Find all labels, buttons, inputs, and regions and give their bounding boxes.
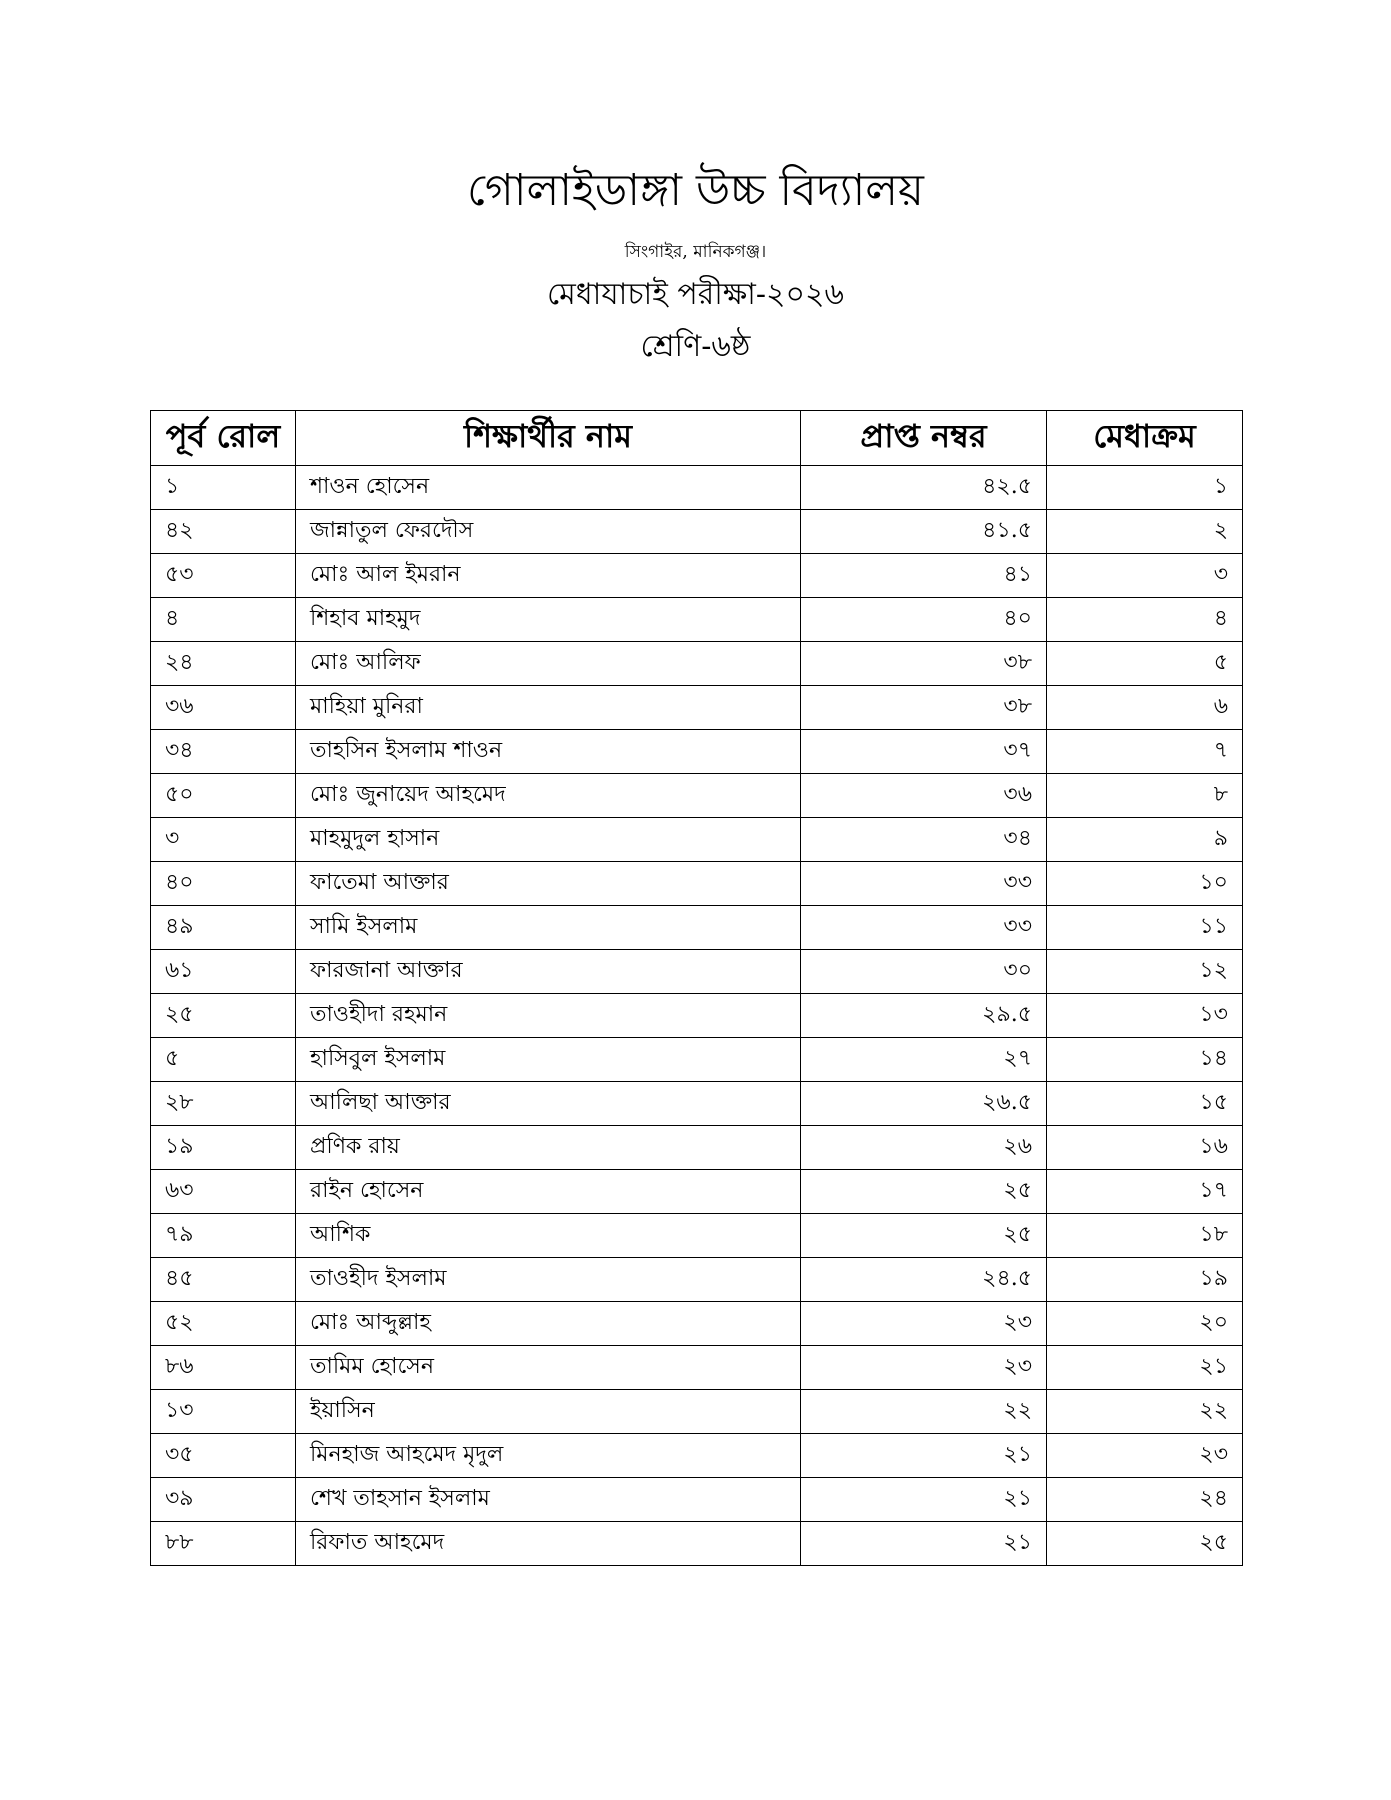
cell-roll: ৫০ — [151, 774, 296, 818]
cell-rank: ১৯ — [1047, 1258, 1243, 1302]
cell-roll: ৪৫ — [151, 1258, 296, 1302]
cell-rank: ২৫ — [1047, 1522, 1243, 1566]
cell-name: মাহমুদুল হাসান — [296, 818, 801, 862]
cell-marks: ২৬ — [801, 1126, 1047, 1170]
cell-roll: ৩৫ — [151, 1434, 296, 1478]
cell-marks: ৩০ — [801, 950, 1047, 994]
cell-roll: ৪০ — [151, 862, 296, 906]
cell-rank: ২৪ — [1047, 1478, 1243, 1522]
cell-marks: ৩৬ — [801, 774, 1047, 818]
cell-roll: ৫২ — [151, 1302, 296, 1346]
cell-name: মোঃ জুনায়েদ আহমেদ — [296, 774, 801, 818]
cell-marks: ৩৪ — [801, 818, 1047, 862]
cell-rank: ২ — [1047, 510, 1243, 554]
table-row — [151, 950, 1243, 994]
table-row — [151, 686, 1243, 730]
class-name: শ্রেণি-৬ষ্ঠ — [640, 329, 751, 364]
cell-name: প্রণিক রায় — [296, 1126, 801, 1170]
cell-rank: ৫ — [1047, 642, 1243, 686]
cell-marks: ২৯.৫ — [801, 994, 1047, 1038]
cell-roll: ৬৩ — [151, 1170, 296, 1214]
cell-marks: ৩৩ — [801, 906, 1047, 950]
table-row — [151, 818, 1243, 862]
cell-roll: ৩৯ — [151, 1478, 296, 1522]
school-address: সিংগাইর, মানিকগঞ্জ। — [624, 242, 767, 262]
cell-roll: ৭৯ — [151, 1214, 296, 1258]
cell-marks: ২৩ — [801, 1302, 1047, 1346]
column-header-name: শিক্ষার্থীর নাম — [296, 411, 801, 466]
table-header-row — [151, 411, 1243, 466]
cell-rank: ১০ — [1047, 862, 1243, 906]
cell-rank: ২১ — [1047, 1346, 1243, 1390]
cell-marks: ২১ — [801, 1478, 1047, 1522]
cell-name: তামিম হোসেন — [296, 1346, 801, 1390]
cell-rank: ২০ — [1047, 1302, 1243, 1346]
cell-marks: ২২ — [801, 1390, 1047, 1434]
cell-roll: ২৪ — [151, 642, 296, 686]
cell-marks: ২১ — [801, 1434, 1047, 1478]
cell-marks: ৩৮ — [801, 642, 1047, 686]
table-row — [151, 510, 1243, 554]
cell-rank: ১৫ — [1047, 1082, 1243, 1126]
cell-name: ফাতেমা আক্তার — [296, 862, 801, 906]
table-row — [151, 466, 1243, 510]
cell-marks: ২১ — [801, 1522, 1047, 1566]
cell-rank: ৭ — [1047, 730, 1243, 774]
cell-marks: ২৬.৫ — [801, 1082, 1047, 1126]
table-row — [151, 994, 1243, 1038]
cell-rank: ৩ — [1047, 554, 1243, 598]
table-row — [151, 1258, 1243, 1302]
table-row — [151, 1126, 1243, 1170]
cell-rank: ১৮ — [1047, 1214, 1243, 1258]
cell-name: তাওহীদা রহমান — [296, 994, 801, 1038]
table-row — [151, 598, 1243, 642]
cell-marks: ৩৭ — [801, 730, 1047, 774]
table-row — [151, 730, 1243, 774]
cell-roll: ২৫ — [151, 994, 296, 1038]
cell-name: আশিক — [296, 1214, 801, 1258]
cell-name: রাইন হোসেন — [296, 1170, 801, 1214]
table-row — [151, 1038, 1243, 1082]
table-row — [151, 774, 1243, 818]
cell-rank: ৯ — [1047, 818, 1243, 862]
cell-roll: ৩ — [151, 818, 296, 862]
cell-roll: ১৩ — [151, 1390, 296, 1434]
cell-marks: ৩৮ — [801, 686, 1047, 730]
cell-marks: ৪১.৫ — [801, 510, 1047, 554]
cell-marks: ২৫ — [801, 1170, 1047, 1214]
cell-roll: ৮৬ — [151, 1346, 296, 1390]
cell-roll: ১ — [151, 466, 296, 510]
cell-marks: ৩৩ — [801, 862, 1047, 906]
cell-rank: ১৩ — [1047, 994, 1243, 1038]
cell-rank: ১৬ — [1047, 1126, 1243, 1170]
cell-roll: ৫৩ — [151, 554, 296, 598]
table-row — [151, 1302, 1243, 1346]
table-row — [151, 1170, 1243, 1214]
cell-rank: ১২ — [1047, 950, 1243, 994]
cell-name: ফারজানা আক্তার — [296, 950, 801, 994]
cell-marks: ২৩ — [801, 1346, 1047, 1390]
cell-rank: ৪ — [1047, 598, 1243, 642]
cell-rank: ২২ — [1047, 1390, 1243, 1434]
table-row — [151, 1390, 1243, 1434]
cell-marks: ২৭ — [801, 1038, 1047, 1082]
cell-roll: ৪২ — [151, 510, 296, 554]
cell-name: মিনহাজ আহমেদ মৃদুল — [296, 1434, 801, 1478]
exam-title: মেধাযাচাই পরীক্ষা-২০২৬ — [547, 277, 844, 312]
cell-name: তাওহীদ ইসলাম — [296, 1258, 801, 1302]
cell-marks: ৪১ — [801, 554, 1047, 598]
cell-name: মোঃ আল ইমরান — [296, 554, 801, 598]
cell-name: আলিছা আক্তার — [296, 1082, 801, 1126]
school-name: গোলাইডাঙ্গা উচ্চ বিদ্যালয় — [467, 165, 924, 216]
cell-roll: ৩৬ — [151, 686, 296, 730]
cell-name: সামি ইসলাম — [296, 906, 801, 950]
table-row — [151, 906, 1243, 950]
cell-name: মোঃ আব্দুল্লাহ — [296, 1302, 801, 1346]
cell-rank: ২৩ — [1047, 1434, 1243, 1478]
cell-rank: ১১ — [1047, 906, 1243, 950]
table-row — [151, 1434, 1243, 1478]
table-row — [151, 554, 1243, 598]
cell-rank: ১৪ — [1047, 1038, 1243, 1082]
table-row — [151, 1478, 1243, 1522]
cell-roll: ৪ — [151, 598, 296, 642]
cell-roll: ৩৪ — [151, 730, 296, 774]
cell-marks: ৪২.৫ — [801, 466, 1047, 510]
column-header-rank: মেধাক্রম — [1047, 411, 1243, 466]
cell-name: হাসিবুল ইসলাম — [296, 1038, 801, 1082]
table-row — [151, 1082, 1243, 1126]
results-table — [150, 410, 1243, 1566]
table-row — [151, 1346, 1243, 1390]
cell-marks: ২৫ — [801, 1214, 1047, 1258]
table-row — [151, 862, 1243, 906]
cell-name: শিহাব মাহমুদ — [296, 598, 801, 642]
cell-name: শেখ তাহসান ইসলাম — [296, 1478, 801, 1522]
column-header-marks: প্রাপ্ত নম্বর — [801, 411, 1047, 466]
cell-marks: ৪০ — [801, 598, 1047, 642]
cell-rank: ১ — [1047, 466, 1243, 510]
cell-rank: ৮ — [1047, 774, 1243, 818]
cell-name: তাহসিন ইসলাম শাওন — [296, 730, 801, 774]
column-header-roll: পূর্ব রোল — [151, 411, 296, 466]
cell-roll: ২৮ — [151, 1082, 296, 1126]
cell-name: মোঃ আলিফ — [296, 642, 801, 686]
cell-name: মাহিয়া মুনিরা — [296, 686, 801, 730]
cell-rank: ১৭ — [1047, 1170, 1243, 1214]
cell-roll: ৬১ — [151, 950, 296, 994]
cell-roll: ৪৯ — [151, 906, 296, 950]
table-row — [151, 1522, 1243, 1566]
cell-name: রিফাত আহমেদ — [296, 1522, 801, 1566]
cell-roll: ১৯ — [151, 1126, 296, 1170]
cell-name: ইয়াসিন — [296, 1390, 801, 1434]
table-row — [151, 1214, 1243, 1258]
table-row — [151, 642, 1243, 686]
cell-name: জান্নাতুল ফেরদৌস — [296, 510, 801, 554]
cell-roll: ৫ — [151, 1038, 296, 1082]
cell-name: শাওন হোসেন — [296, 466, 801, 510]
cell-marks: ২৪.৫ — [801, 1258, 1047, 1302]
results-body — [151, 466, 1243, 1566]
cell-roll: ৮৮ — [151, 1522, 296, 1566]
cell-rank: ৬ — [1047, 686, 1243, 730]
